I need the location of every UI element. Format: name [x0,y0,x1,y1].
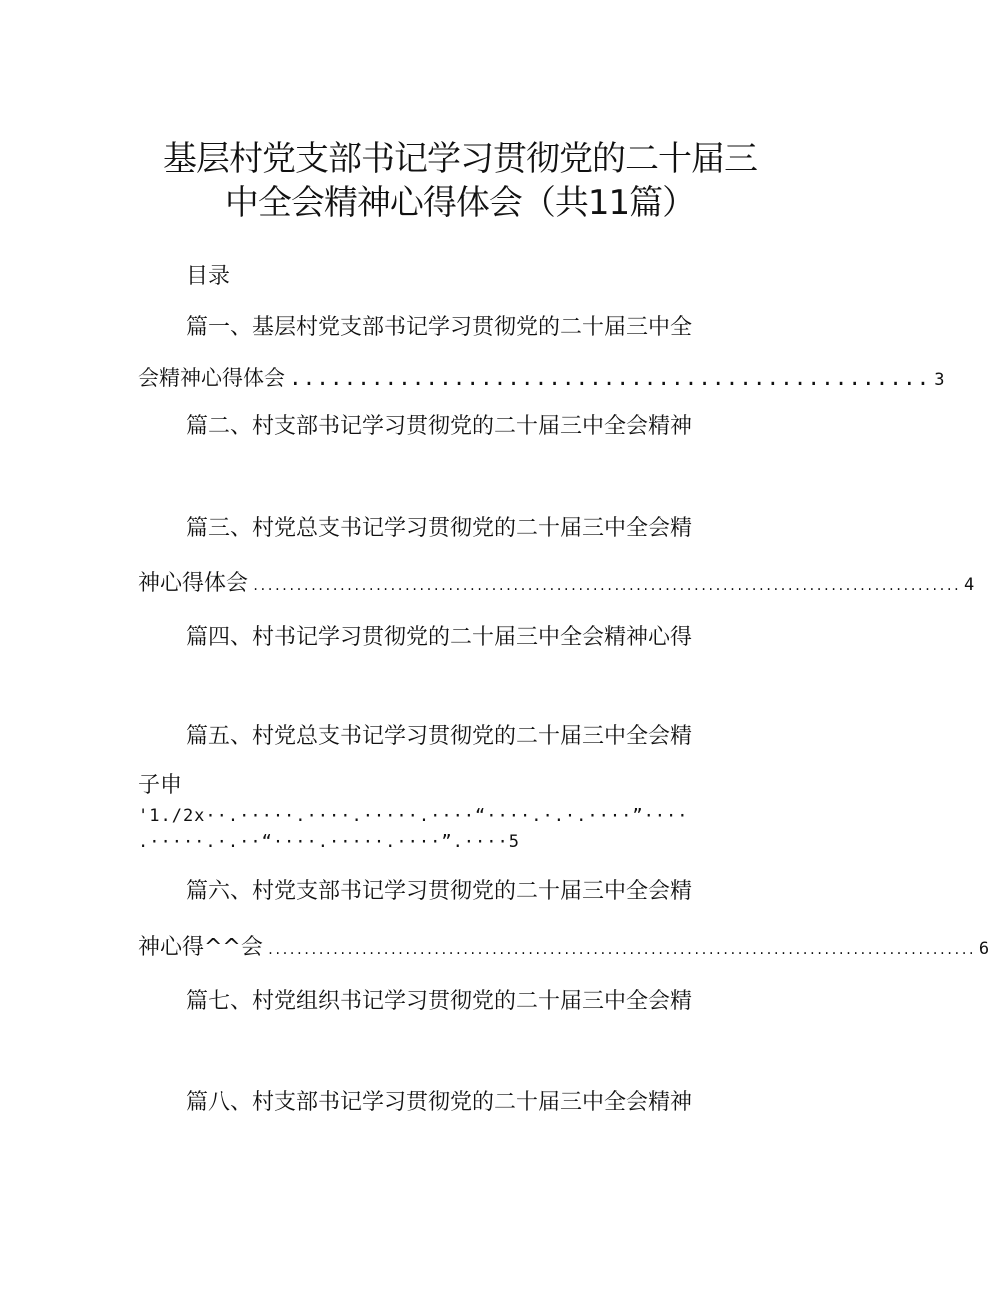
toc-heading: 目录 [186,264,231,289]
toc-entry-3-dot-leader: .................................................................................................. [252,579,961,593]
toc-entry-3-page-number: 4 [964,575,975,595]
toc-entry-1-title: 篇一、基层村党支部书记学习贯彻党的二十届三中全 [186,315,693,340]
toc-entry-1-leader-row[interactable] [138,366,945,390]
toc-entry-2-title: 篇二、村支部书记学习贯彻党的二十届三中全会精神 [186,414,693,439]
toc-entry-6-page-number: 6 [978,939,989,959]
toc-entry-1-dot-leader: ............................................... [289,366,931,390]
document-title-line-1: 基层村党支部书记学习贯彻党的二十届三 [163,139,757,179]
toc-entry-3-title-cont: 神心得体会 [138,571,249,596]
toc-entry-5-leader-line-1: '1./2x··.·····.····.·····.····“····.·.·.····”···· [138,806,689,826]
toc-entry-5-title-cont: 子申 [138,773,183,798]
toc-entry-8-title: 篇八、村支部书记学习贯彻党的二十届三中全会精神 [186,1090,693,1115]
toc-entry-7-title: 篇七、村党组织书记学习贯彻党的二十届三中全会精 [186,989,693,1014]
toc-entry-3-title: 篇三、村党总支书记学习贯彻党的二十届三中全会精 [186,516,693,541]
toc-entry-3-leader-row[interactable] [138,571,975,596]
document-title-line-2: 中全会精神心得体会（共11篇） [224,183,696,223]
toc-entry-1-page-number: 3 [934,370,945,390]
toc-entry-4-title: 篇四、村书记学习贯彻党的二十届三中全会精神心得 [186,625,693,650]
toc-entry-6-leader-row[interactable] [138,935,989,960]
toc-entry-1-title-cont: 会精神心得体会 [138,366,285,390]
toc-entry-6-dot-leader: .................................................................................................. [266,943,975,957]
toc-entry-6-title-cont: 神心得^^会 [138,935,263,960]
toc-entry-5-leader-line-2: .·····.·.··“····.·····.····”.····5 [138,832,520,852]
toc-entry-6-title: 篇六、村党支部书记学习贯彻党的二十届三中全会精 [186,879,693,904]
toc-entry-5-title: 篇五、村党总支书记学习贯彻党的二十届三中全会精 [186,724,693,749]
